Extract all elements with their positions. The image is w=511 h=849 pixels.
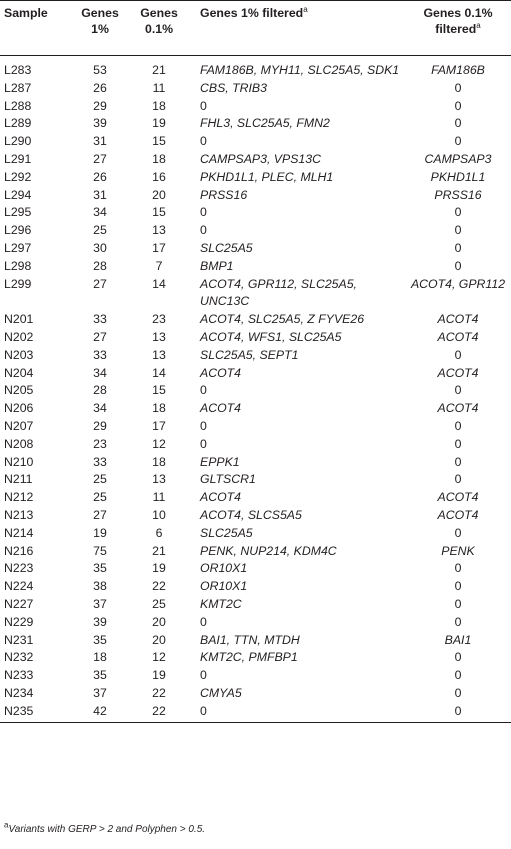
cell-genes-1: 29 <box>93 418 107 433</box>
cell-genes-01: 14 <box>152 276 166 291</box>
cell-genes-1: 25 <box>93 472 107 487</box>
cell-filtered-1: 0 <box>200 383 207 398</box>
header-filtered-01-sup: a <box>476 20 481 30</box>
cell-filtered-01: 0 <box>454 472 462 487</box>
table-row <box>0 347 511 365</box>
cell-filtered-01: 0 <box>454 525 462 540</box>
cell-filtered-01: 0 <box>454 240 462 255</box>
cell-filtered-1: ACOT4 <box>200 365 241 380</box>
table-row <box>0 133 511 151</box>
cell-filtered-01: 0 <box>454 685 462 700</box>
cell-sample: N212 <box>4 490 34 505</box>
cell-sample: L294 <box>4 187 32 202</box>
cell-filtered-01: 0 <box>454 418 462 433</box>
table-row <box>0 543 511 561</box>
table-row <box>0 222 511 240</box>
cell-filtered-01: 0 <box>454 614 462 629</box>
cell-sample: L297 <box>4 240 32 255</box>
table-row <box>0 507 511 525</box>
cell-genes-1: 34 <box>93 205 107 220</box>
cell-filtered-1: CBS, TRIB3 <box>200 80 267 95</box>
cell-filtered-01: 0 <box>454 383 462 398</box>
cell-genes-01: 22 <box>126 703 192 723</box>
cell-genes-01: 18 <box>152 454 166 469</box>
cell-genes-1: 29 <box>93 98 107 113</box>
cell-genes-1: 37 <box>93 685 107 700</box>
cell-filtered-01: 0 <box>454 98 462 113</box>
cell-filtered-1: 0 <box>200 418 207 433</box>
cell-filtered-1: 0 <box>200 205 207 220</box>
cell-genes-01: 13 <box>152 329 166 344</box>
table-row <box>0 578 511 596</box>
cell-genes-01: 20 <box>152 632 166 647</box>
cell-filtered-01: PRSS16 <box>434 187 482 202</box>
cell-genes-01: 13 <box>152 472 166 487</box>
cell-filtered-1: SLC25A5 <box>200 240 253 255</box>
table-header <box>0 1 511 56</box>
cell-filtered-01: 0 <box>454 454 462 469</box>
cell-genes-01: 10 <box>152 507 166 522</box>
cell-sample: N216 <box>4 543 34 558</box>
table-row <box>0 382 511 400</box>
cell-filtered-1: GLTSCR1 <box>200 472 256 487</box>
header-sample-text: Sample <box>4 6 48 20</box>
cell-sample: N229 <box>4 614 34 629</box>
cell-filtered-1: KMT2C <box>200 596 242 611</box>
cell-genes-01: 11 <box>152 80 166 95</box>
cell-sample: N224 <box>4 579 34 594</box>
cell-sample: N208 <box>4 436 34 451</box>
cell-genes-01: 19 <box>152 116 166 131</box>
cell-genes-1: 33 <box>93 454 107 469</box>
cell-filtered-01: ACOT4 <box>437 507 479 522</box>
cell-sample: N231 <box>4 632 34 647</box>
cell-genes-1: 53 <box>93 63 107 77</box>
cell-genes-01: 16 <box>152 169 166 184</box>
cell-genes-1: 34 <box>93 365 107 380</box>
cell-filtered-1: PRSS16 <box>200 187 248 202</box>
cell-genes-1: 35 <box>93 561 107 576</box>
cell-genes-1: 33 <box>93 347 107 362</box>
table-row <box>0 667 511 685</box>
cell-filtered-01: FAM186B <box>431 63 485 77</box>
cell-genes-1: 75 <box>93 543 107 558</box>
cell-sample: L292 <box>4 169 32 184</box>
cell-sample: N213 <box>4 507 34 522</box>
cell-filtered-01: 0 <box>454 561 462 576</box>
table-row <box>0 311 511 329</box>
cell-sample: N210 <box>4 454 34 469</box>
cell-genes-1: 34 <box>93 401 107 416</box>
cell-genes-01: 21 <box>152 63 166 77</box>
table-row <box>0 560 511 578</box>
cell-sample: N205 <box>4 383 34 398</box>
cell-genes-1: 28 <box>93 383 107 398</box>
cell-genes-01: 17 <box>152 418 166 433</box>
cell-genes-1: 28 <box>93 258 107 273</box>
cell-filtered-1: EPPK1 <box>200 454 240 469</box>
cell-filtered-1: FAM186B, MYH11, SLC25A5, SDK1 <box>200 63 400 77</box>
table-row <box>0 400 511 418</box>
cell-sample: N201 <box>4 312 34 327</box>
cell-filtered-1: ACOT4 <box>200 490 241 505</box>
cell-filtered-1: FHL3, SLC25A5, FMN2 <box>200 116 330 131</box>
table-row <box>0 418 511 436</box>
cell-filtered-01: ACOT4 <box>437 312 479 327</box>
cell-filtered-1: OR10X1 <box>200 561 248 576</box>
table-row <box>0 685 511 703</box>
cell-genes-1: 37 <box>93 596 107 611</box>
cell-filtered-1: 0 <box>200 134 207 149</box>
cell-filtered-01: ACOT4 <box>437 365 479 380</box>
table-row <box>0 56 511 80</box>
table-row <box>0 169 511 187</box>
cell-sample: N207 <box>4 418 34 433</box>
header-genes-01-text: Genes 0.1% <box>140 6 178 36</box>
cell-filtered-1: ACOT4, SLCS5A5 <box>200 507 302 522</box>
header-sample <box>0 1 74 56</box>
cell-filtered-01: ACOT4 <box>437 401 479 416</box>
table-footnote <box>4 820 206 835</box>
cell-genes-1: 23 <box>93 436 107 451</box>
cell-genes-01: 23 <box>152 312 166 327</box>
cell-genes-01: 19 <box>152 668 166 683</box>
cell-genes-1: 30 <box>93 240 107 255</box>
cell-filtered-1: PENK, NUP214, KDM4C <box>200 543 337 558</box>
cell-filtered-1: SLC25A5 <box>200 525 253 540</box>
cell-filtered-1: BAI1, TTN, MTDH <box>200 632 300 647</box>
cell-genes-1: 27 <box>93 151 107 166</box>
cell-genes-01: 7 <box>155 258 163 273</box>
cell-genes-01: 18 <box>152 151 166 166</box>
cell-sample: N211 <box>4 472 33 487</box>
cell-filtered-1: PKHD1L1, PLEC, MLH1 <box>200 169 334 184</box>
table-row <box>0 276 511 312</box>
cell-sample: N202 <box>4 329 34 344</box>
header-filtered-01-text: Genes 0.1% filtered <box>423 6 493 36</box>
cell-genes-1: 25 <box>93 223 107 238</box>
cell-genes-1: 31 <box>93 134 107 149</box>
cell-filtered-1: ACOT4, GPR112, SLC25A5, UNC13C <box>200 276 357 309</box>
cell-genes-01: 13 <box>152 223 166 238</box>
cell-genes-01: 19 <box>152 561 166 576</box>
cell-genes-01: 22 <box>152 685 166 700</box>
cell-genes-1: 27 <box>93 507 107 522</box>
cell-genes-01: 12 <box>152 436 166 451</box>
table-row <box>0 489 511 507</box>
cell-filtered-01: 0 <box>454 436 462 451</box>
cell-sample: L283 <box>4 63 32 77</box>
header-filtered-1 <box>192 1 405 56</box>
cell-filtered-01: CAMPSAP3 <box>424 151 492 166</box>
cell-sample: N233 <box>4 668 34 683</box>
cell-genes-1: 26 <box>93 80 107 95</box>
table-row <box>0 436 511 454</box>
cell-genes-1: 38 <box>93 579 107 594</box>
cell-filtered-1: CMYA5 <box>200 685 242 700</box>
table-row <box>0 151 511 169</box>
table-row <box>0 632 511 650</box>
cell-filtered-1: 0 <box>200 98 207 113</box>
cell-genes-01: 18 <box>152 98 166 113</box>
cell-filtered-01: 0 <box>454 223 462 238</box>
table-row <box>0 329 511 347</box>
cell-filtered-01: 0 <box>454 116 462 131</box>
cell-genes-01: 18 <box>152 401 166 416</box>
cell-filtered-01: 0 <box>454 596 462 611</box>
table-body <box>0 56 511 723</box>
cell-genes-1: 35 <box>93 668 107 683</box>
cell-filtered-1: 0 <box>200 668 207 683</box>
cell-genes-1: 25 <box>93 490 107 505</box>
cell-filtered-1: ACOT4, SLC25A5, Z FYVE26 <box>200 312 365 327</box>
footnote-sup: a <box>4 820 9 830</box>
table-row <box>0 115 511 133</box>
cell-filtered-1: BMP1 <box>200 258 234 273</box>
cell-filtered-1: SLC25A5, SEPT1 <box>200 347 299 362</box>
cell-filtered-01: ACOT4 <box>437 490 479 505</box>
cell-filtered-1: 0 <box>200 436 207 451</box>
table-row <box>0 240 511 258</box>
cell-genes-1: 35 <box>93 632 107 647</box>
cell-filtered-1: CAMPSAP3, VPS13C <box>200 151 321 166</box>
cell-genes-01: 17 <box>152 240 166 255</box>
cell-sample: N223 <box>4 561 34 576</box>
cell-genes-1: 26 <box>93 169 107 184</box>
cell-filtered-01: 0 <box>454 205 462 220</box>
cell-genes-01: 14 <box>152 365 166 380</box>
cell-sample: N227 <box>4 596 34 611</box>
cell-filtered-01: ACOT4, GPR112 <box>410 276 506 291</box>
cell-genes-1: 39 <box>93 614 107 629</box>
cell-sample: L296 <box>4 223 32 238</box>
cell-filtered-1: KMT2C, PMFBP1 <box>200 650 298 665</box>
cell-genes-1: 33 <box>93 312 107 327</box>
table-row <box>0 204 511 222</box>
table-row <box>0 703 511 723</box>
cell-filtered-01: ACOT4 <box>437 329 479 344</box>
table-row <box>0 596 511 614</box>
cell-filtered-01: 0 <box>454 80 462 95</box>
cell-filtered-1: 0 <box>200 223 207 238</box>
cell-filtered-01: BAI1 <box>444 632 472 647</box>
cell-sample: N232 <box>4 650 34 665</box>
cell-sample: L299 <box>4 276 32 291</box>
header-filtered-1-text: Genes 1% filtered <box>200 6 304 20</box>
header-genes-1 <box>74 1 126 56</box>
header-filtered-1-sup: a <box>303 4 308 14</box>
table-row <box>0 525 511 543</box>
header-genes-01 <box>126 1 192 56</box>
cell-filtered-1: 0 <box>192 703 405 723</box>
cell-genes-01: 6 <box>155 525 163 540</box>
header-filtered-01 <box>405 1 511 56</box>
cell-genes-01: 25 <box>152 596 166 611</box>
cell-genes-01: 20 <box>152 614 166 629</box>
cell-genes-1: 19 <box>93 525 107 540</box>
cell-genes-1: 39 <box>93 116 107 131</box>
cell-sample: L288 <box>4 98 32 113</box>
cell-sample: L291 <box>4 151 32 166</box>
cell-genes-01: 15 <box>152 205 166 220</box>
table-row <box>0 80 511 98</box>
cell-genes-1: 42 <box>74 703 126 723</box>
table-row <box>0 471 511 489</box>
cell-filtered-01: PKHD1L1 <box>430 169 486 184</box>
table-row <box>0 98 511 116</box>
cell-genes-1: 18 <box>93 650 107 665</box>
cell-filtered-01: 0 <box>454 134 462 149</box>
cell-filtered-01: 0 <box>405 703 511 723</box>
cell-filtered-1: ACOT4 <box>200 401 241 416</box>
cell-sample: L289 <box>4 116 32 131</box>
cell-genes-01: 11 <box>152 490 166 505</box>
cell-sample: N234 <box>4 685 34 700</box>
table-row <box>0 187 511 205</box>
cell-sample: N235 <box>0 703 74 723</box>
header-genes-1-text: Genes 1% <box>81 6 119 36</box>
cell-sample: L290 <box>4 134 32 149</box>
cell-filtered-1: OR10X1 <box>200 579 248 594</box>
table-row <box>0 614 511 632</box>
cell-sample: L287 <box>4 80 32 95</box>
cell-filtered-01: 0 <box>454 650 462 665</box>
cell-sample: N204 <box>4 365 34 380</box>
cell-sample: N203 <box>4 347 34 362</box>
cell-genes-01: 21 <box>152 543 166 558</box>
cell-filtered-01: 0 <box>454 347 462 362</box>
cell-filtered-01: 0 <box>454 258 462 273</box>
footnote-text: Variants with GERP > 2 and Polyphen > 0.5. <box>8 824 206 835</box>
cell-genes-1: 27 <box>93 276 107 291</box>
table-row <box>0 649 511 667</box>
cell-genes-1: 31 <box>93 187 107 202</box>
cell-genes-01: 15 <box>152 134 166 149</box>
table-row <box>0 365 511 383</box>
cell-genes-01: 22 <box>152 579 166 594</box>
table-row <box>0 454 511 472</box>
cell-genes-01: 15 <box>152 383 166 398</box>
header-row <box>0 1 511 56</box>
cell-filtered-1: 0 <box>200 614 207 629</box>
cell-filtered-01: 0 <box>454 668 462 683</box>
cell-sample: N206 <box>4 401 34 416</box>
cell-genes-01: 20 <box>152 187 166 202</box>
cell-genes-1: 27 <box>93 329 107 344</box>
cell-genes-01: 12 <box>152 650 166 665</box>
cell-filtered-01: PENK <box>441 543 475 558</box>
cell-genes-01: 13 <box>152 347 166 362</box>
cell-filtered-01: 0 <box>454 579 462 594</box>
cell-sample: N214 <box>4 525 34 540</box>
cell-filtered-1: ACOT4, WFS1, SLC25A5 <box>200 329 342 344</box>
table-row <box>0 258 511 276</box>
cell-sample: L295 <box>4 205 32 220</box>
cell-sample: L298 <box>4 258 32 273</box>
